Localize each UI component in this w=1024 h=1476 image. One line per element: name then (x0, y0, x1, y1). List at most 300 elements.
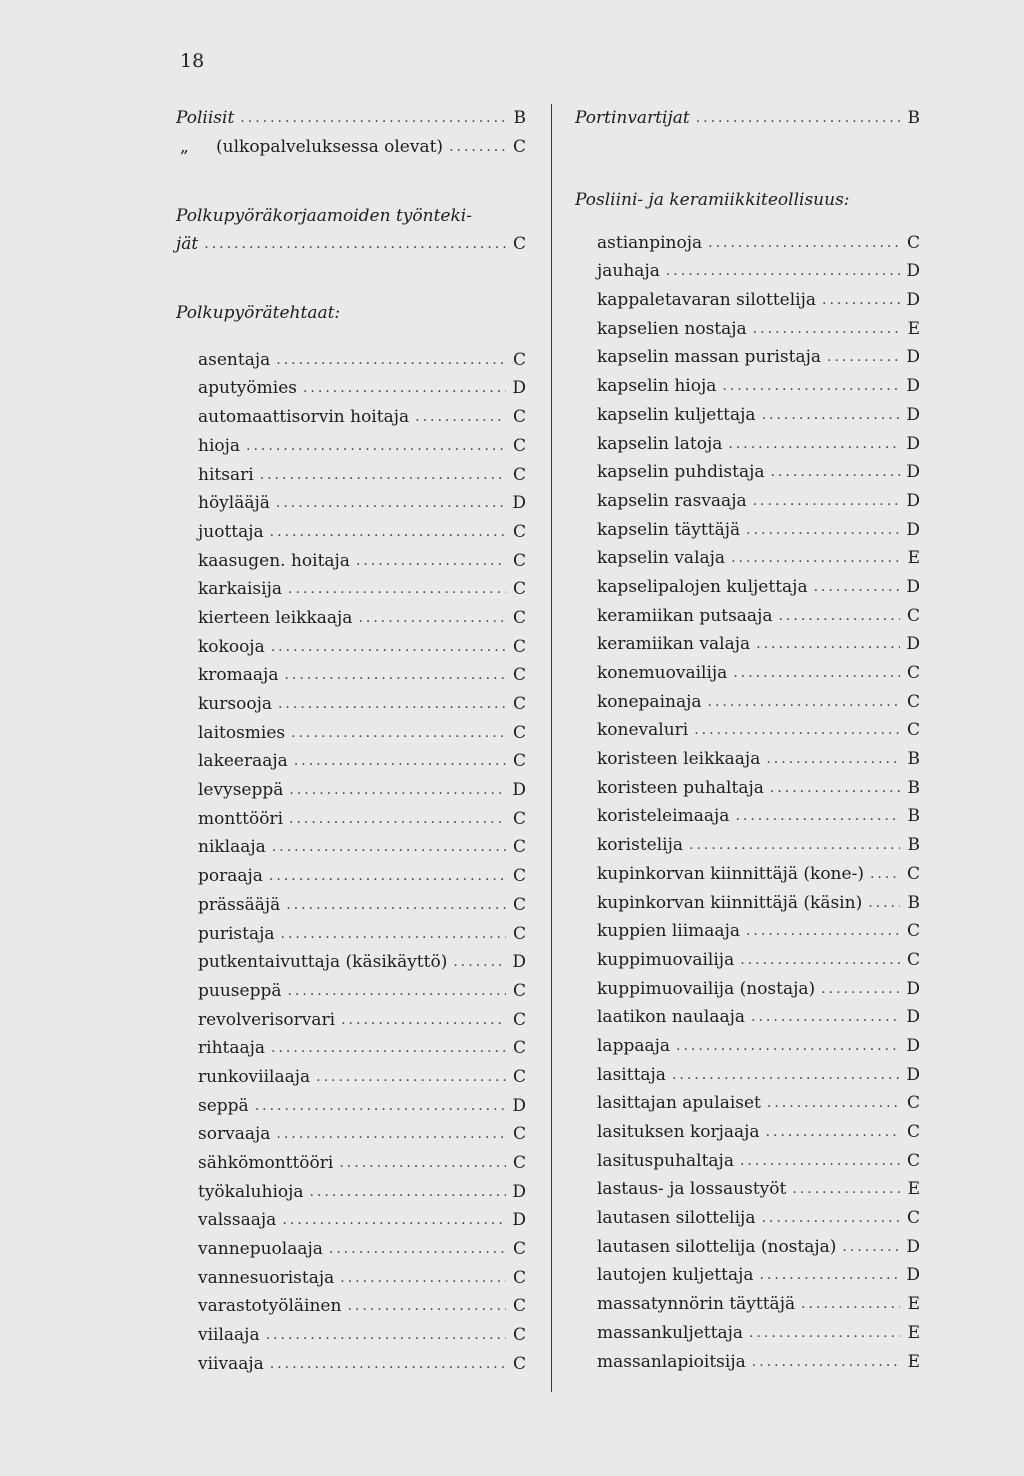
entry-row (575, 860, 920, 889)
entry-name: monttööri (198, 808, 283, 829)
entry-name (176, 137, 443, 157)
entry-row (575, 429, 920, 458)
entry-row (176, 1034, 526, 1063)
entry-class: C (512, 665, 526, 686)
entry-row (575, 1175, 920, 1204)
leader-dots (204, 236, 506, 252)
entry-name: konevaluri (597, 720, 689, 741)
section-heading: Posliini- ja keramiikkiteollisuus: (575, 190, 850, 211)
entry-class: B (907, 892, 920, 913)
leader-dots (246, 438, 506, 454)
entry-name-line1: Polkupyöräkorjaamoiden työnteki- (176, 205, 472, 226)
entry-name: karkaisija (198, 579, 283, 600)
entry-row (176, 1091, 526, 1120)
leader-dots (870, 866, 900, 882)
entry-row (575, 687, 920, 716)
entry-row (176, 432, 526, 461)
entry-row (176, 1206, 526, 1235)
leader-dots (284, 667, 506, 683)
entry-class: C (512, 1239, 526, 1260)
entry-name: juottaja (198, 521, 264, 542)
entry-name: vannepuolaaja (198, 1239, 323, 1260)
entry-name: poraaja (198, 866, 263, 887)
leader-dots (358, 610, 506, 626)
leader-dots (728, 436, 900, 452)
entry-row (176, 718, 526, 747)
leader-dots (289, 811, 506, 827)
entry-class: C (512, 1267, 526, 1288)
leader-dots (316, 1069, 506, 1085)
entry-name: koristeen puhaltaja (597, 777, 764, 798)
leader-dots (827, 349, 900, 365)
entry-name: viivaaja (198, 1353, 264, 1374)
entry-name: lasittaja (597, 1064, 666, 1085)
entry-row (575, 1347, 920, 1376)
entry-name: prässääjä (198, 894, 281, 915)
entry-name: putkentaivuttaja (käsikäyttö) (198, 952, 448, 973)
leader-dots (270, 524, 506, 540)
entry-class: C (906, 921, 920, 942)
entry-row (176, 230, 526, 259)
entry-name: kapselin massan puristaja (597, 347, 822, 368)
leader-dots (753, 321, 900, 337)
entry-row (176, 1292, 526, 1321)
entry-class: E (907, 1294, 920, 1315)
entry-name: varastotyöläinen (198, 1296, 342, 1317)
entry-row (575, 716, 920, 745)
entry-name: massanlapioitsija (597, 1351, 746, 1372)
entry-name: höylääjä (198, 493, 270, 514)
entry-row (575, 314, 920, 343)
leader-dots (752, 1354, 900, 1370)
entry-name: työkaluhioja (198, 1181, 304, 1202)
entry-class: C (512, 1124, 526, 1145)
leader-dots (341, 1012, 506, 1028)
entry-class: D (512, 1210, 526, 1231)
entry-class: C (512, 866, 526, 887)
entry-row (176, 1149, 526, 1178)
entry-name: massatynnörin täyttäjä (597, 1294, 796, 1315)
leader-dots (356, 553, 506, 569)
entry-row (575, 946, 920, 975)
entry-class: C (512, 1153, 526, 1174)
leader-dots (276, 1126, 506, 1142)
entry-name: puristaja (198, 923, 275, 944)
entry-class: D (906, 1265, 920, 1286)
entry-name: keramiikan putsaaja (597, 605, 773, 626)
entry-class: C (512, 234, 526, 255)
leader-dots (260, 467, 506, 483)
entry-name: Poliisit (176, 108, 235, 129)
entry-name: lasituspuhaltaja (597, 1150, 734, 1171)
entry-class: D (906, 347, 920, 368)
entry-class: C (906, 1208, 920, 1229)
entry-name: lasituksen korjaaja (597, 1122, 760, 1143)
entry-class: B (513, 108, 526, 129)
left-item-list (176, 345, 526, 1378)
entry-class: C (512, 980, 526, 1001)
entry-name: sähkömonttööri (198, 1153, 334, 1174)
leader-dots (271, 639, 506, 655)
leader-dots (340, 1270, 506, 1286)
leader-dots (746, 522, 900, 538)
entry-name: kuppien liimaaja (597, 921, 740, 942)
entry-name: hioja (198, 435, 241, 456)
entry-class: C (512, 607, 526, 628)
entry-class: D (906, 462, 920, 483)
entry-name: kupinkorvan kiinnittäjä (kone-) (597, 863, 864, 884)
entry-class: C (906, 1150, 920, 1171)
leader-dots (694, 722, 900, 738)
entry-name: lautasen silottelija (nostaja) (597, 1236, 837, 1257)
entry-row (575, 773, 920, 802)
entry-name: kappaletavaran silottelija (597, 290, 816, 311)
entry-name: massankuljettaja (597, 1322, 744, 1343)
leader-dots (453, 954, 506, 970)
entry-class: D (906, 490, 920, 511)
entry-row (575, 573, 920, 602)
entry-name: revolverisorvari (198, 1009, 336, 1030)
entry-row (176, 518, 526, 547)
leader-dots (767, 1095, 900, 1111)
entry-row (575, 601, 920, 630)
entry-name: kierteen leikkaaja (198, 607, 353, 628)
entry-row (575, 630, 920, 659)
entry-class: C (906, 691, 920, 712)
entry-class: C (906, 949, 920, 970)
entry-class: C (512, 751, 526, 772)
leader-dots (255, 1098, 506, 1114)
entry-row (575, 343, 920, 372)
entry-name: kokooja (198, 636, 265, 657)
entry-class: D (906, 1035, 920, 1056)
right-column (575, 104, 920, 1376)
entry-class: D (512, 1181, 526, 1202)
entry-name: koristeen leikkaaja (597, 749, 761, 770)
leader-dots (762, 407, 900, 423)
leader-dots (746, 923, 900, 939)
leader-dots (761, 1210, 900, 1226)
entry-row (575, 1319, 920, 1348)
entry-row (575, 745, 920, 774)
entry-row (176, 862, 526, 891)
entry-class: C (512, 894, 526, 915)
entry-class: C (512, 1066, 526, 1087)
leader-dots (696, 110, 900, 126)
entry-row (575, 1032, 920, 1061)
entry-row (176, 1350, 526, 1379)
entry-class: D (906, 433, 920, 454)
entry-name: koristelija (597, 835, 683, 856)
entry-row (176, 747, 526, 776)
entry-name: automaattisorvin hoitaja (198, 407, 410, 428)
entry-class: C (906, 1122, 920, 1143)
entry-row (176, 1235, 526, 1264)
entry-class: D (906, 1236, 920, 1257)
entry-row (176, 489, 526, 518)
entry-class: C (512, 521, 526, 542)
leader-dots (821, 981, 900, 997)
entry-name: Portinvartijat (575, 108, 690, 129)
entry-name: kapselien nostaja (597, 318, 747, 339)
entry-class: D (906, 1007, 920, 1028)
entry-class: D (906, 978, 920, 999)
entry-name: kapselin täyttäjä (597, 519, 741, 540)
entry-class: B (907, 835, 920, 856)
entry-class: C (512, 137, 526, 158)
entry-row (575, 1118, 920, 1147)
leader-dots (672, 1067, 900, 1083)
leader-dots (689, 837, 900, 853)
entry-name: kursooja (198, 694, 272, 715)
entry-name: aputyömies (198, 378, 297, 399)
entry-row (176, 833, 526, 862)
leader-dots (753, 493, 900, 509)
leader-dots (294, 753, 506, 769)
entry-row (176, 804, 526, 833)
entry-name: valssaaja (198, 1210, 277, 1231)
leader-dots (282, 1212, 506, 1228)
leader-dots (240, 110, 506, 126)
leader-dots (449, 139, 506, 155)
entry-name: levyseppä (198, 780, 284, 801)
entry-class: D (906, 1064, 920, 1085)
entry-name: konemuovailija (597, 663, 728, 684)
ditto-mark: „ (180, 137, 189, 158)
leader-dots (756, 636, 900, 652)
leader-dots (766, 751, 900, 767)
entry-class: C (512, 579, 526, 600)
entry-class: D (906, 290, 920, 311)
leader-dots (288, 581, 506, 597)
entry-row (176, 1120, 526, 1149)
leader-dots (287, 983, 506, 999)
leader-dots (740, 1153, 900, 1169)
entry-row (176, 977, 526, 1006)
entry-class: C (512, 694, 526, 715)
entry-name-line2: jät (176, 234, 199, 255)
entry-class: C (906, 720, 920, 741)
entry-class: C (906, 605, 920, 626)
entry-class: E (907, 1351, 920, 1372)
entry-name: hitsari (198, 464, 254, 485)
leader-dots (266, 1327, 506, 1343)
entry-name: rihtaaja (198, 1038, 266, 1059)
entry-name: lasittajan apulaiset (597, 1093, 761, 1114)
entry-name: lastaus- ja lossaustyöt (597, 1179, 787, 1200)
entry-name: kapselin hioja (597, 376, 717, 397)
entry-class: C (512, 1038, 526, 1059)
entry-class: B (907, 777, 920, 798)
leader-dots (281, 926, 507, 942)
entry-row (176, 891, 526, 920)
entry-class: C (512, 923, 526, 944)
entry-row (176, 1063, 526, 1092)
leader-dots (814, 579, 900, 595)
entry-row (575, 1060, 920, 1089)
entry-row (575, 458, 920, 487)
entry-name: astianpinoja (597, 232, 703, 253)
entry-class: E (907, 318, 920, 339)
leader-dots (269, 868, 506, 884)
page-number: 18 (180, 50, 205, 72)
entry-row (575, 802, 920, 831)
leader-dots (733, 665, 900, 681)
leader-dots (771, 464, 900, 480)
entry-name: lakeeraaja (198, 751, 288, 772)
entry-row (176, 1177, 526, 1206)
entry-class: B (907, 806, 920, 827)
entry-row (575, 1146, 920, 1175)
entry-row (176, 776, 526, 805)
entry-name: lautojen kuljettaja (597, 1265, 754, 1286)
entry-row (575, 257, 920, 286)
entry-name: keramiikan valaja (597, 634, 751, 655)
leader-dots (868, 895, 900, 911)
leader-dots (270, 1356, 506, 1372)
entry-name: runkoviilaaja (198, 1066, 311, 1087)
leader-dots (708, 235, 900, 251)
entry-class: C (512, 636, 526, 657)
entry-name: kapselin latoja (597, 433, 723, 454)
leader-dots (676, 1038, 900, 1054)
entry-name: kapselin valaja (597, 548, 726, 569)
leader-dots (339, 1155, 506, 1171)
entry-class: C (512, 464, 526, 485)
entry-row (176, 133, 526, 162)
entry-name: kuppimuovailija (nostaja) (597, 978, 816, 999)
entry-name: niklaaja (198, 837, 266, 858)
entry-class: C (512, 550, 526, 571)
entry-row (176, 661, 526, 690)
entry-row (575, 1089, 920, 1118)
entry-class: B (907, 749, 920, 770)
entry-name: kapselin puhdistaja (597, 462, 765, 483)
entry-name: lautasen silottelija (597, 1208, 756, 1229)
leader-dots (760, 1267, 901, 1283)
entry-row (176, 546, 526, 575)
entry-row (575, 1232, 920, 1261)
entry-class: C (906, 863, 920, 884)
entry-name: konepainaja (597, 691, 702, 712)
entry-row (176, 948, 526, 977)
entry-class: C (512, 407, 526, 428)
leader-dots (708, 694, 901, 710)
entry-name: sorvaaja (198, 1124, 271, 1145)
leader-dots (792, 1181, 900, 1197)
entry-name: viilaaja (198, 1325, 260, 1346)
entry-class: D (906, 404, 920, 425)
entry-class: C (512, 1325, 526, 1346)
entry-name: kapselipalojen kuljettaja (597, 576, 808, 597)
leader-dots (735, 808, 900, 824)
entry-class: D (512, 952, 526, 973)
entry-row (176, 575, 526, 604)
entry-name: vannesuoristaja (198, 1267, 335, 1288)
entry-row (176, 104, 526, 133)
entry-name: koristeleimaaja (597, 806, 730, 827)
entry-row (575, 228, 920, 257)
entry-row (575, 831, 920, 860)
leader-dots (286, 897, 506, 913)
entry-name: kupinkorvan kiinnittäjä (käsin) (597, 892, 863, 913)
entry-row (575, 1003, 920, 1032)
column-divider (551, 104, 552, 1392)
leader-dots (770, 780, 900, 796)
leader-dots (731, 550, 900, 566)
leader-dots (278, 696, 506, 712)
entry-class: D (906, 376, 920, 397)
entry-row (575, 544, 920, 573)
entry-row (575, 974, 920, 1003)
entry-row (575, 1204, 920, 1233)
leader-dots (271, 1040, 506, 1056)
entry-name: kapselin kuljettaja (597, 404, 756, 425)
entry-row (575, 1290, 920, 1319)
leader-dots (276, 495, 506, 511)
leader-dots (272, 839, 506, 855)
entry-class: D (906, 634, 920, 655)
entry-name: kuppimuovailija (597, 949, 735, 970)
entry-class: E (907, 1322, 920, 1343)
entry-row (176, 1005, 526, 1034)
entry-class: C (906, 663, 920, 684)
entry-name: kromaaja (198, 665, 279, 686)
entry-class: E (907, 548, 920, 569)
leader-dots (415, 409, 506, 425)
section-heading: Polkupyörätehtaat: (176, 303, 341, 324)
entry-row (176, 460, 526, 489)
entry-row (575, 917, 920, 946)
entry-class: B (907, 108, 920, 129)
entry-row (575, 888, 920, 917)
entry-row (575, 659, 920, 688)
entry-class: C (512, 1353, 526, 1374)
entry-class: D (512, 780, 526, 801)
entry-class: C (512, 808, 526, 829)
entry-row (176, 403, 526, 432)
left-column (176, 104, 526, 1378)
entry-class: D (906, 576, 920, 597)
entry-row (575, 401, 920, 430)
entry-class: E (907, 1179, 920, 1200)
entry-row (575, 104, 920, 133)
leader-dots (310, 1184, 506, 1200)
entry-class: D (512, 493, 526, 514)
entry-name: seppä (198, 1095, 249, 1116)
entry-class: D (906, 519, 920, 540)
leader-dots (303, 380, 506, 396)
entry-class: D (512, 1095, 526, 1116)
entry-class: C (906, 232, 920, 253)
entry-row (176, 604, 526, 633)
entry-class: C (512, 1296, 526, 1317)
entry-row (176, 919, 526, 948)
leader-dots (822, 292, 900, 308)
leader-dots (329, 1241, 506, 1257)
leader-dots (666, 263, 900, 279)
entry-class: D (512, 378, 526, 399)
entry-class: C (512, 722, 526, 743)
entry-class: C (512, 435, 526, 456)
leader-dots (276, 352, 506, 368)
leader-dots (347, 1298, 506, 1314)
entry-class: C (512, 837, 526, 858)
entry-name: kaasugen. hoitaja (198, 550, 350, 571)
entry-row (176, 690, 526, 719)
entry-name: laatikon naulaaja (597, 1007, 746, 1028)
entry-row (575, 487, 920, 516)
